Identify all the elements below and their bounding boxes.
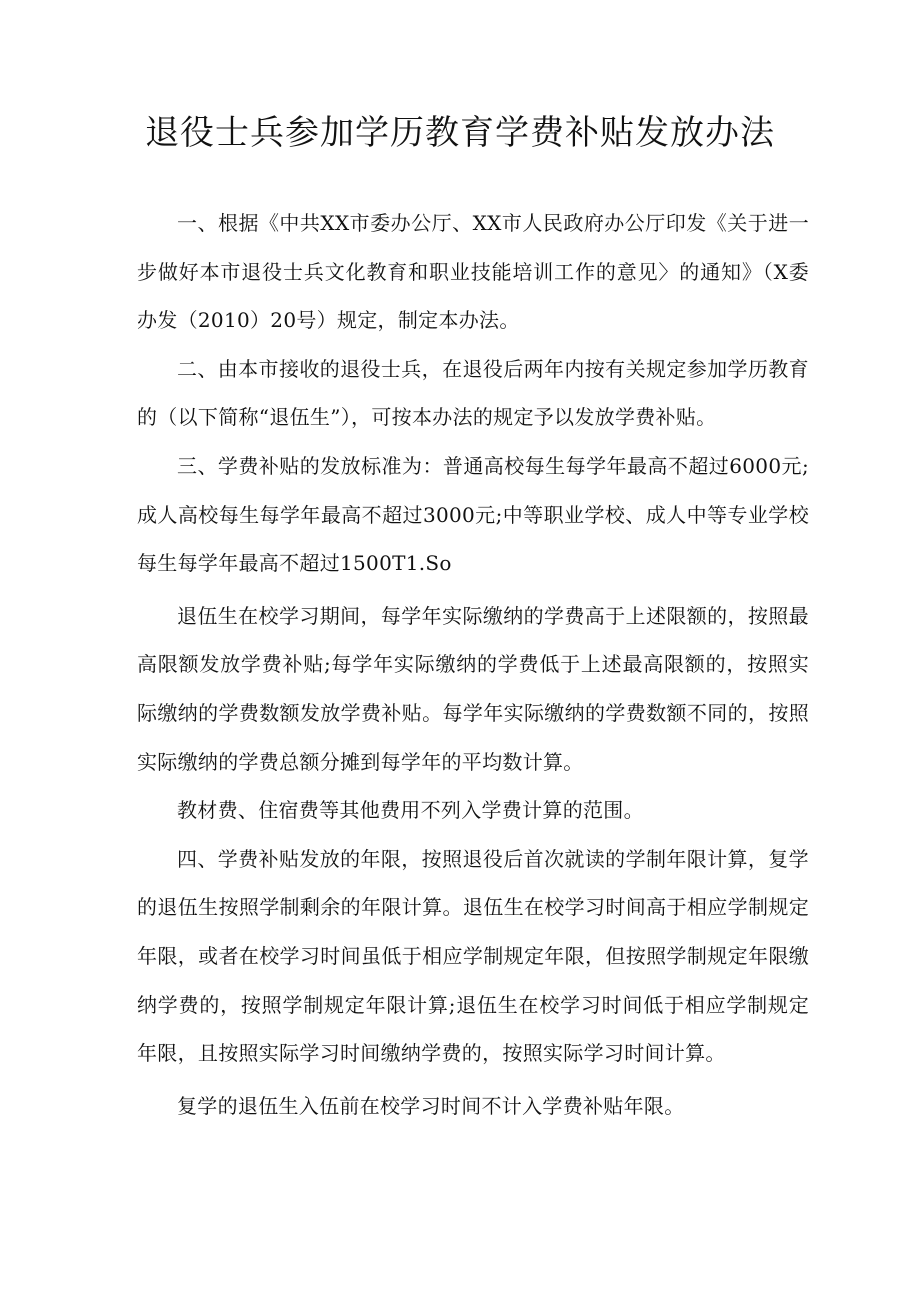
document-title: 退役士兵参加学历教育学费补贴发放办法 (145, 113, 775, 153)
paragraph-4-subsidy-calculation: 退伍生在校学习期间，每学年实际缴纳的学费高于上述限额的，按照最高限额发放学费补贴;每学年实际缴纳的学费低于上述最高限额的，按照实际缴纳的学费数额发放学费补贴。每学年实际缴纳的学费数额不同的，按照实际缴纳的学费总额分摊到每学年的平均数计算。 (137, 603, 809, 774)
paragraph-2-eligibility: 二、由本市接收的退役士兵，在退役后两年内按有关规定参加学历教育的（以下简称“退伍生”），可按本办法的规定予以发放学费补贴。 (137, 356, 809, 430)
document-body (137, 199, 809, 1130)
paragraph-5-excluded-fees: 教材费、住宿费等其他费用不列入学费计算的范围。 (177, 798, 644, 823)
paragraph-7-prior-study-time: 复学的退伍生入伍前在校学习时间不计入学费补贴年限。 (177, 1093, 685, 1118)
paragraph-3-subsidy-standard: 三、学费补贴的发放标准为：普通高校每生每学年最高不超过6000元;成人高校每生每学年最高不超过3000元;中等职业学校、成人中等专业学校每生每学年最高不超过1500T1.So (137, 453, 809, 576)
paragraph-1-legal-basis: 一、根据《中共XX市委办公厅、XX市人民政府办公厅印发《关于进一步做好本市退役士兵文化教育和职业技能培训工作的意见〉的通知》（X委办发（2010）20号）规定，制定本办法。 (137, 211, 809, 333)
paragraph-6-subsidy-duration: 四、学费补贴发放的年限，按照退役后首次就读的学制年限计算，复学的退伍生按照学制剩余的年限计算。退伍生在校学习时间高于相应学制规定年限，或者在校学习时间虽低于相应学制规定年限，但按照学制规定年限缴纳学费的，按照学制规定年限计算;退伍生在校学习时间低于相应学制规定年限，且按照实际学习时间缴纳学费的，按照实际学习时间计算。 (137, 846, 809, 1066)
